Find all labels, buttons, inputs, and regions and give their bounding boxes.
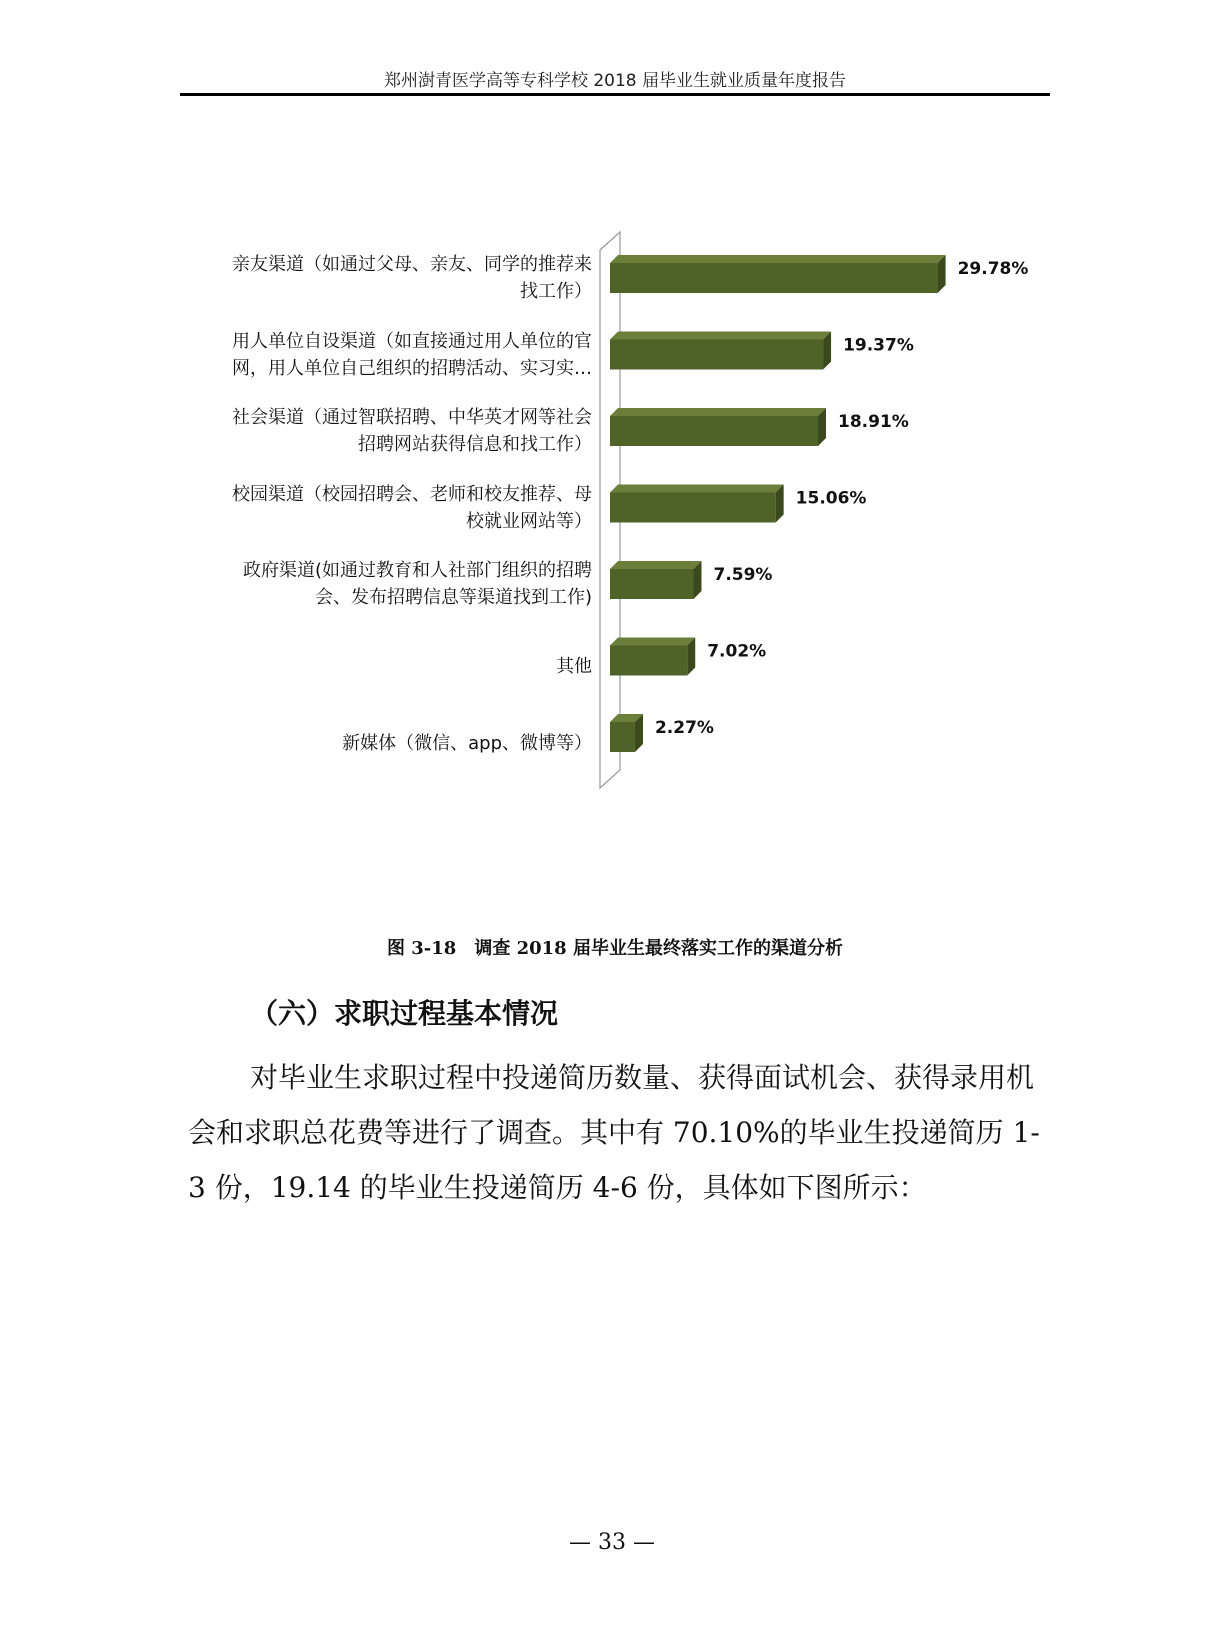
bar-value-label-5: 7.02% — [707, 641, 767, 662]
bar-1 — [610, 340, 823, 370]
bar-value-label-2: 18.91% — [838, 412, 909, 432]
bar-value-label-1: 19.37% — [843, 335, 914, 356]
body-paragraph: 对毕业生求职过程中投递简历数量、获得面试机会、获得录用机会和求职总花费等进行了调查。其中有 70.10%的毕业生投递简历 1-3 份，19.14 的毕业生投递简历 4-6 份，具体如下图所示： — [188, 1061, 1040, 1204]
bar-5 — [610, 646, 687, 676]
category-label-line: 会、发布招聘信息等渠道找到工作) — [314, 587, 592, 608]
category-label-line: 校园渠道（校园招聘会、老师和校友推荐、母 — [232, 483, 592, 505]
bar-top-1 — [610, 332, 831, 340]
category-label-line: 政府渠道(如通过教育和人社部门组织的招聘 — [242, 560, 592, 581]
section-heading: （六）求职过程基本情况 — [250, 997, 559, 1030]
bar-top-3 — [610, 485, 784, 493]
channel-bar-chart — [170, 230, 1090, 830]
category-label-line: 招聘网站获得信息和找工作） — [358, 434, 592, 455]
bar-2 — [610, 416, 818, 446]
bar-top-2 — [610, 408, 826, 416]
category-label-line: 网，用人单位自己组织的招聘活动、实习实… — [232, 357, 592, 379]
bar-4 — [610, 569, 693, 599]
chart-svg — [170, 230, 1090, 830]
bar-3 — [610, 493, 776, 523]
category-label-line: 社会渠道（通过智联招聘、中华英才网等社会 — [232, 407, 592, 428]
category-label-line: 用人单位自设渠道（如直接通过用人单位的官 — [232, 330, 592, 352]
category-label-line: 其他 — [556, 656, 592, 677]
bar-top-0 — [610, 255, 946, 263]
bar-value-label-6: 2.27% — [654, 718, 714, 738]
bar-value-label-0: 29.78% — [957, 259, 1029, 279]
bar-6 — [610, 722, 635, 752]
category-label-line: 新媒体（微信、app、微博等） — [342, 732, 592, 754]
category-label-line: 亲友渠道（如通过父母、亲友、同学的推荐来 — [232, 254, 592, 275]
category-label-line: 校就业网站等） — [466, 510, 592, 532]
header-title: 郑州澍青医学高等专科学校 2018 届毕业生就业质量年度报告 — [383, 71, 847, 91]
bar-0 — [610, 263, 938, 293]
page-number: — 33 — — [569, 1530, 655, 1555]
bar-top-4 — [610, 561, 701, 569]
bar-value-label-3: 15.06% — [795, 488, 867, 509]
bar-value-label-4: 7.59% — [713, 565, 773, 585]
figure-caption: 图 3-18 调查 2018 届毕业生最终落实工作的渠道分析 — [387, 938, 843, 959]
category-label-line: 找工作） — [520, 281, 592, 302]
bar-top-5 — [610, 638, 695, 646]
header-divider — [180, 93, 1050, 96]
